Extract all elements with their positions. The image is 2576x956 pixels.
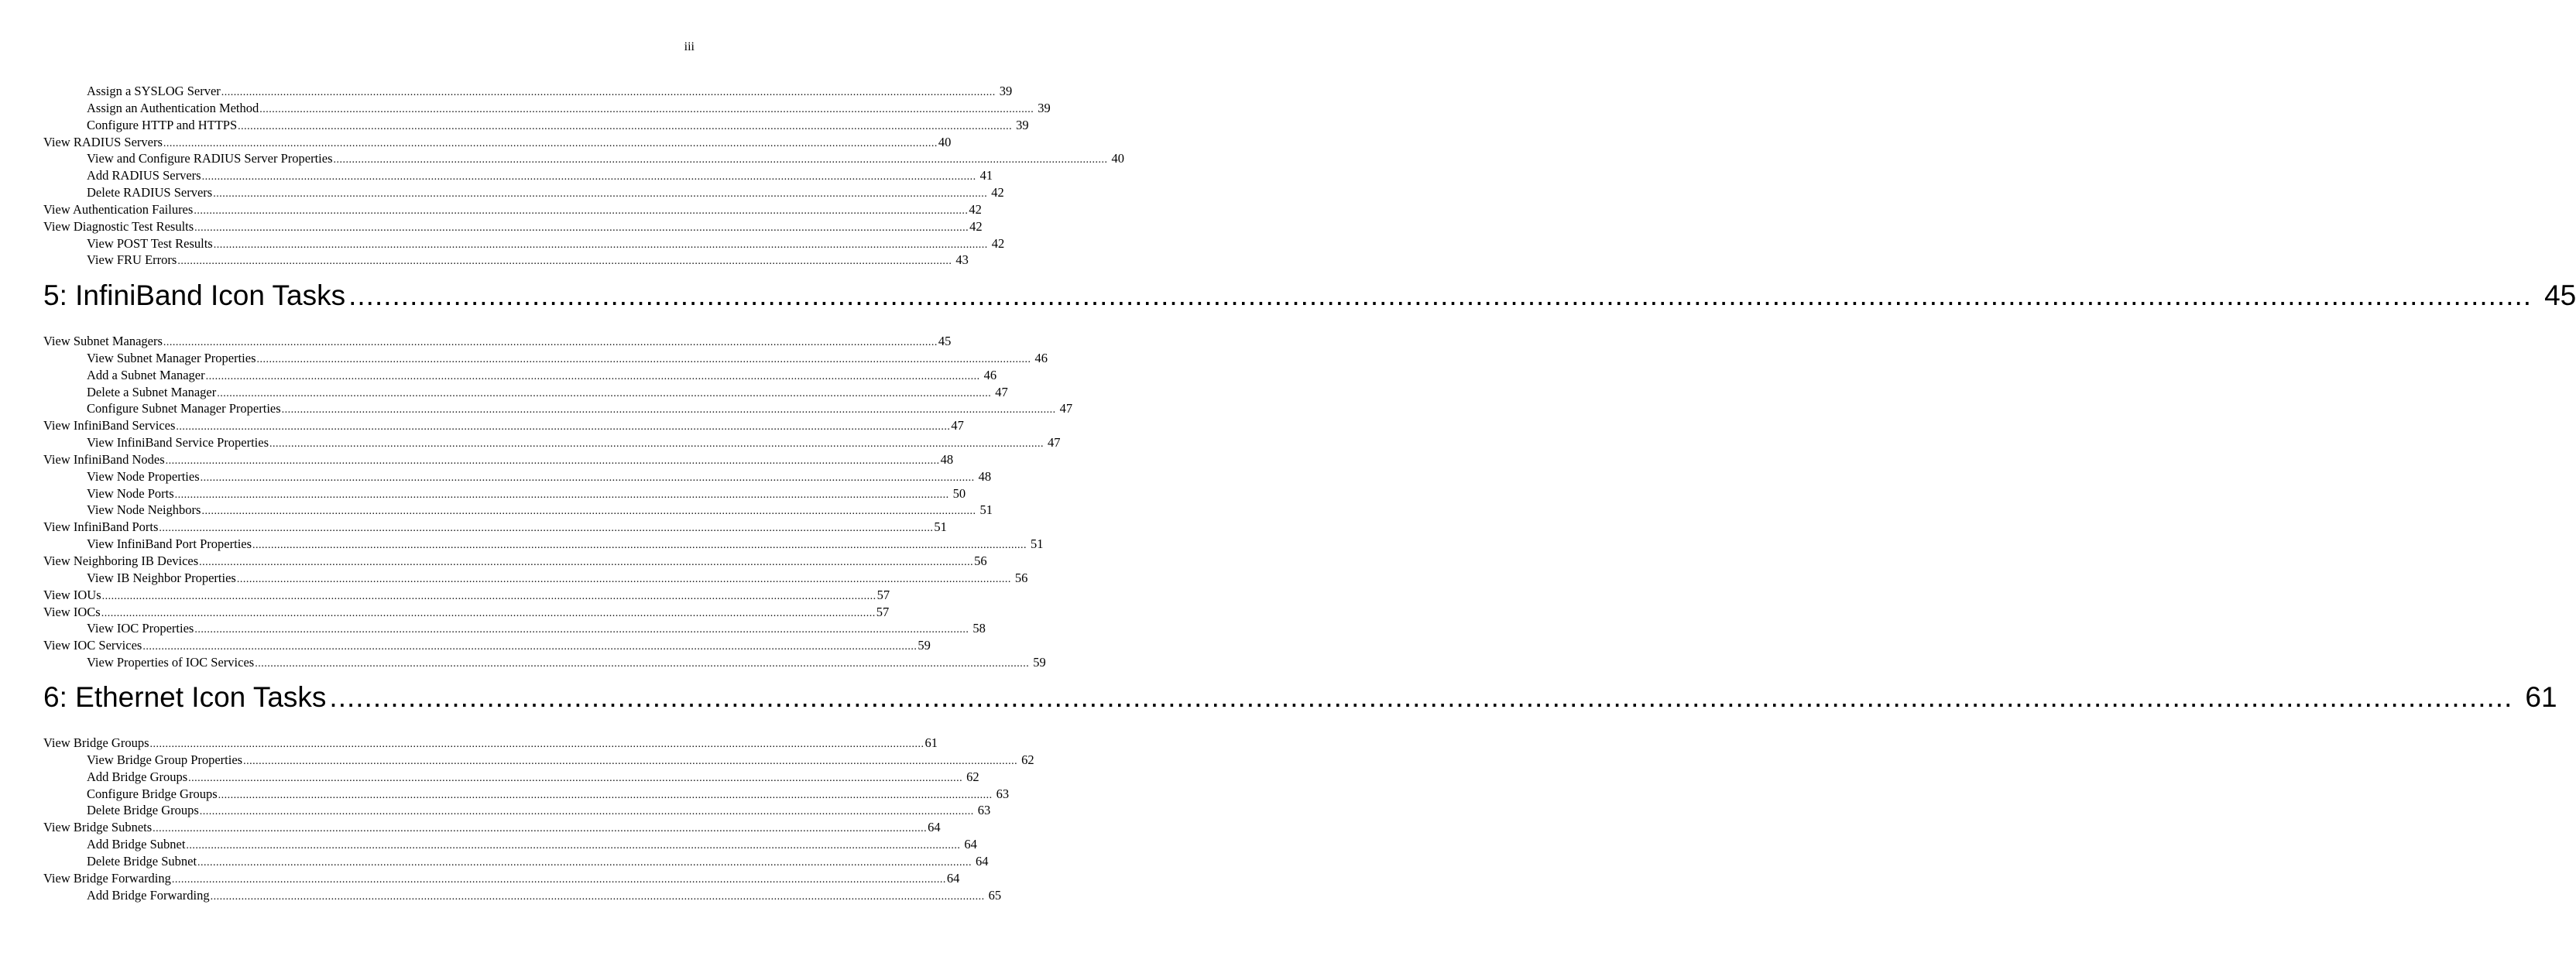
chapter-page-number: 45 <box>2544 279 2576 311</box>
chapter-heading-ethernet[interactable] <box>43 680 2557 715</box>
toc-entry-title: View InfiniBand Ports <box>43 519 159 535</box>
toc-entry[interactable] <box>43 100 1051 117</box>
toc-entry-page-number: 64 <box>964 837 977 852</box>
dot-leader: .......................................................................................................................................................................................................................................................... <box>171 873 946 886</box>
dot-leader: .......................................................................................................................................................................................................................................................... <box>333 154 1108 166</box>
toc-entry[interactable] <box>43 836 977 853</box>
toc-entry-page-number: 42 <box>969 218 983 234</box>
toc-entry[interactable] <box>43 587 890 604</box>
toc-entry-page-number: 61 <box>924 735 938 750</box>
toc-entry-title: Add Bridge Subnet <box>87 837 186 852</box>
page-number: iii <box>684 40 695 53</box>
toc-entry[interactable] <box>43 786 1010 803</box>
toc-entry-page-number: 40 <box>1111 151 1124 166</box>
dot-leader: .......................................................................................................................................................................................................................................................... <box>194 624 969 636</box>
toc-entry-title: View Node Ports <box>87 485 174 501</box>
toc-entry-title: View RADIUS Servers <box>43 134 163 149</box>
dot-leader: .......................................................................................................................................................................................................................................................... <box>236 573 1011 585</box>
toc-section-continued <box>43 83 1124 269</box>
toc-entry[interactable] <box>43 553 987 570</box>
dot-leader: .......................................................................................................................................................................................................................................................... <box>205 370 980 382</box>
toc-entry[interactable] <box>43 570 1028 587</box>
toc-entry[interactable] <box>43 752 1034 769</box>
chapter-page-number: 61 <box>2525 681 2557 713</box>
toc-entry-title: View FRU Errors <box>87 252 177 268</box>
toc-entry[interactable] <box>43 384 1008 401</box>
toc-entry-title: View IOUs <box>43 587 101 602</box>
toc-entry-page-number: 47 <box>951 418 964 433</box>
toc-entry-page-number: 51 <box>934 519 947 535</box>
dot-leader: .......................................................................................................................................................................................................................................................... <box>197 856 972 869</box>
dot-leader: .......................................................................................................................................................................................................................................................... <box>281 404 1056 416</box>
toc-entry[interactable] <box>43 654 1046 671</box>
dot-leader: .......................................................................................................................................................................................................................................................... <box>186 840 961 852</box>
toc-entry[interactable] <box>43 887 1002 904</box>
toc-entry[interactable] <box>43 83 1013 100</box>
toc-entry-title: Add a Subnet Manager <box>87 367 205 382</box>
toc-entry-title: Configure Subnet Manager Properties <box>87 401 281 416</box>
dot-leader: .......................................................................................................................................................................................................................................................... <box>201 505 976 518</box>
dot-leader: .......................................................................................................................................................................................................................................................... <box>221 87 996 98</box>
dot-leader: .......................................................................................................................................................................................................................................................... <box>176 421 951 433</box>
dot-leader: .......................................................................................................................................................................................................................................................... <box>177 255 952 268</box>
toc-entry-page-number: 42 <box>991 235 1005 251</box>
toc-entry[interactable] <box>43 201 982 218</box>
toc-entry-title: View Neighboring IB Devices <box>43 553 199 568</box>
dot-leader: .......................................................................................................................................................................................................................................................... <box>159 523 934 535</box>
dot-leader: .......................................................................................................................................................................................................................................................... <box>194 204 969 217</box>
toc-entry[interactable] <box>43 769 979 786</box>
toc-entry-page-number: 47 <box>995 384 1008 399</box>
toc-entry[interactable] <box>43 117 1029 134</box>
toc-entry-page-number: 64 <box>928 820 941 835</box>
toc-entry-title: Delete Bridge Subnet <box>87 853 197 869</box>
toc-entry-title: Add RADIUS Servers <box>87 168 201 183</box>
toc-entry-title: View IOCs <box>43 604 101 619</box>
toc-entry[interactable] <box>43 519 947 536</box>
toc-entry-page-number: 62 <box>1021 752 1034 767</box>
dot-leader: .......................................................................................................................................................................................................................................................... <box>153 823 928 835</box>
toc-entry-page-number: 59 <box>918 638 931 653</box>
toc-entry-title: View Bridge Group Properties <box>87 752 243 767</box>
toc-entry[interactable] <box>43 184 1004 201</box>
toc-entry-page-number: 50 <box>952 485 966 501</box>
dot-leader: .......................................................................................................................................................................................................................................................... <box>269 438 1044 451</box>
toc-entry-title: View Bridge Forwarding <box>43 870 171 886</box>
dot-leader: .......................................................................................................................................................................................................................................................... <box>256 353 1031 365</box>
toc-entry[interactable] <box>43 802 991 819</box>
toc-entry[interactable] <box>43 218 983 235</box>
dot-leader: .......................................................................................................................................................................................................................................................... <box>163 337 938 348</box>
toc-entry[interactable] <box>43 620 986 637</box>
toc-entry-title: Add Bridge Forwarding <box>87 887 210 903</box>
dot-leader: .......................................................................................................................................................................................................................................................... <box>218 789 993 801</box>
toc-entry-page-number: 57 <box>876 604 890 619</box>
toc-entry-page-number: 45 <box>938 334 952 348</box>
dot-leader: .......................................................................................................................................................................................................................................................... <box>174 488 949 501</box>
toc-entry-page-number: 46 <box>1034 350 1048 365</box>
toc-entry-page-number: 47 <box>1048 435 1061 451</box>
toc-entry-title: View Node Neighbors <box>87 502 201 518</box>
toc-entry-title: Add Bridge Groups <box>87 769 188 784</box>
toc-entry-page-number: 51 <box>979 502 993 518</box>
dot-leader: .......................................................................................................................................................................................................................................................... <box>238 120 1013 132</box>
toc-entry[interactable] <box>43 333 952 350</box>
chapter-heading-infiniband[interactable] <box>43 278 2576 314</box>
toc-entry[interactable] <box>43 870 960 887</box>
toc-entry[interactable] <box>43 735 938 752</box>
dot-leader: .......................................................................................................................................................................................................................................................... <box>201 171 976 183</box>
dot-leader: .......................................................................................................................................................................................................................................................... <box>348 279 2533 311</box>
toc-entry-title: View InfiniBand Service Properties <box>87 435 269 451</box>
toc-entry-page-number: 39 <box>999 84 1013 98</box>
toc-entry-title: Assign an Authentication Method <box>87 100 259 115</box>
toc-entry-title: View Bridge Subnets <box>43 820 153 835</box>
dot-leader: .......................................................................................................................................................................................................................................................... <box>188 772 963 784</box>
dot-leader: .......................................................................................................................................................................................................................................................... <box>210 890 985 903</box>
dot-leader: .......................................................................................................................................................................................................................................................... <box>243 755 1018 767</box>
dot-leader: .......................................................................................................................................................................................................................................................... <box>199 556 974 568</box>
toc-entry-title: Delete a Subnet Manager <box>87 384 217 399</box>
toc-entry-page-number: 46 <box>983 367 997 382</box>
toc-entry-title: View Subnet Manager Properties <box>87 350 256 365</box>
toc-entry-page-number: 57 <box>876 587 890 602</box>
toc-entry[interactable] <box>43 451 954 468</box>
toc-entry[interactable] <box>43 134 952 151</box>
toc-entry-page-number: 42 <box>991 185 1004 200</box>
toc-entry-title: View InfiniBand Port Properties <box>87 536 252 552</box>
toc-entry-title: View POST Test Results <box>87 235 213 251</box>
toc-entry-title: Configure HTTP and HTTPS <box>87 117 238 132</box>
toc-entry-page-number: 48 <box>978 468 992 484</box>
toc-entry-page-number: 56 <box>1014 570 1028 585</box>
toc-entry-page-number: 62 <box>966 769 979 784</box>
toc-entry-page-number: 64 <box>976 853 989 869</box>
chapter-title: 6: Ethernet Icon Tasks <box>43 681 327 713</box>
toc-entry-title: View IOC Services <box>43 638 142 653</box>
toc-entry[interactable] <box>43 502 993 519</box>
toc-entry-page-number: 40 <box>938 134 952 149</box>
toc-entry-page-number: 48 <box>940 451 954 467</box>
toc-entry[interactable] <box>43 536 1044 553</box>
toc-entry[interactable] <box>43 604 890 621</box>
toc-entry-page-number: 64 <box>946 870 960 886</box>
toc-entry[interactable] <box>43 235 1005 252</box>
dot-leader: .......................................................................................................................................................................................................................................................... <box>255 658 1030 670</box>
toc-entry-page-number: 39 <box>1016 117 1029 132</box>
dot-leader: .......................................................................................................................................................................................................................................................... <box>329 681 2513 713</box>
dot-leader: .......................................................................................................................................................................................................................................................... <box>213 188 988 200</box>
toc-entry-title: View IOC Properties <box>87 621 194 636</box>
toc-entry[interactable] <box>43 637 931 654</box>
toc-entry[interactable] <box>43 468 992 485</box>
dot-leader: .......................................................................................................................................................................................................................................................... <box>149 738 924 750</box>
toc-entry[interactable] <box>43 150 1124 167</box>
toc-entry-title: View Node Properties <box>87 468 200 484</box>
dot-leader: .......................................................................................................................................................................................................................................................... <box>163 137 938 149</box>
dot-leader: .......................................................................................................................................................................................................................................................... <box>101 607 876 619</box>
toc-entry-title: Configure Bridge Groups <box>87 786 218 801</box>
toc-entry-title: View InfiniBand Services <box>43 418 176 433</box>
dot-leader: .......................................................................................................................................................................................................................................................... <box>165 454 940 467</box>
toc-entry-title: Assign a SYSLOG Server <box>87 84 221 98</box>
toc-entry[interactable] <box>43 819 941 836</box>
toc-section-infiniband <box>43 333 1073 671</box>
toc-entry-title: Delete RADIUS Servers <box>87 185 213 200</box>
toc-entry-page-number: 42 <box>969 201 982 217</box>
toc-entry[interactable] <box>43 434 1061 451</box>
toc-entry[interactable] <box>43 400 1073 417</box>
toc-entry-page-number: 47 <box>1059 401 1073 416</box>
dot-leader: .......................................................................................................................................................................................................................................................... <box>259 103 1034 115</box>
toc-entry[interactable] <box>43 367 997 384</box>
dot-leader: .......................................................................................................................................................................................................................................................... <box>217 387 992 399</box>
toc-entry-page-number: 56 <box>974 553 987 568</box>
toc-entry[interactable] <box>43 252 969 269</box>
toc-section-ethernet <box>43 735 1034 903</box>
toc-entry-page-number: 39 <box>1038 100 1051 115</box>
toc-entry-title: View and Configure RADIUS Server Properties <box>87 151 333 166</box>
toc-entry-title: View Diagnostic Test Results <box>43 218 194 234</box>
chapter-title: 5: InfiniBand Icon Tasks <box>43 279 346 311</box>
toc-entry-page-number: 41 <box>979 168 993 183</box>
toc-entry-page-number: 63 <box>977 803 991 818</box>
toc-entry-page-number: 59 <box>1033 655 1046 670</box>
toc-entry[interactable] <box>43 167 993 184</box>
toc-entry-title: View Authentication Failures <box>43 201 194 217</box>
toc-entry-title: View Bridge Groups <box>43 735 149 750</box>
dot-leader: .......................................................................................................................................................................................................................................................... <box>194 221 969 234</box>
dot-leader: .......................................................................................................................................................................................................................................................... <box>200 471 975 484</box>
toc-entry-title: Delete Bridge Groups <box>87 803 199 818</box>
toc-entry-page-number: 51 <box>1031 536 1044 552</box>
dot-leader: .......................................................................................................................................................................................................................................................... <box>142 641 918 653</box>
dot-leader: .......................................................................................................................................................................................................................................................... <box>252 540 1027 552</box>
dot-leader: .......................................................................................................................................................................................................................................................... <box>199 806 974 818</box>
toc-entry-title: View Properties of IOC Services <box>87 655 255 670</box>
toc-entry-title: View IB Neighbor Properties <box>87 570 236 585</box>
toc-entry[interactable] <box>43 853 989 870</box>
toc-entry-page-number: 58 <box>972 621 986 636</box>
dot-leader: .......................................................................................................................................................................................................................................................... <box>101 590 876 602</box>
toc-entry[interactable] <box>43 485 966 502</box>
toc-entry-page-number: 43 <box>955 252 969 268</box>
toc-entry-page-number: 63 <box>996 786 1010 801</box>
toc-entry[interactable] <box>43 417 964 434</box>
toc-entry[interactable] <box>43 350 1048 367</box>
toc-entry-page-number: 65 <box>988 887 1002 903</box>
toc-entry-title: View InfiniBand Nodes <box>43 451 165 467</box>
dot-leader: .......................................................................................................................................................................................................................................................... <box>213 238 988 251</box>
toc-entry-title: View Subnet Managers <box>43 334 163 348</box>
